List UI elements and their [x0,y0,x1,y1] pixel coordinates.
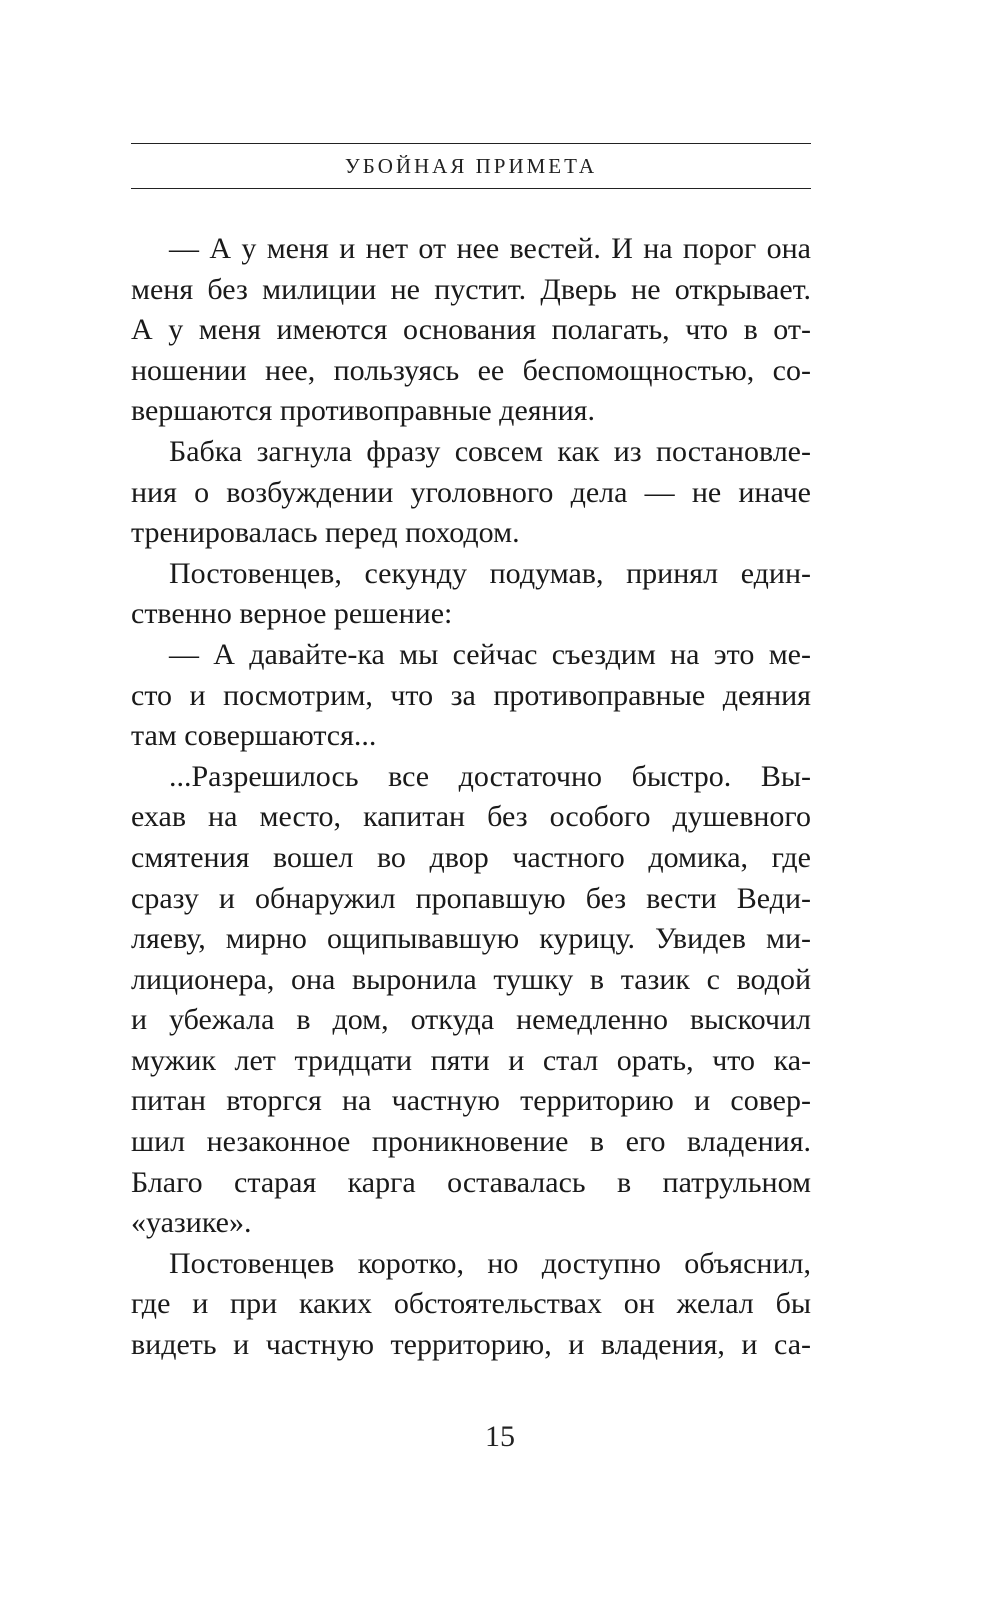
text-line: «уазике». [131,1206,252,1240]
text-line: там совершаются... [131,719,377,753]
text-line: ния о возбуждении уголовного дела — не иначе [131,475,811,509]
text-line: — А давайте-ка мы сейчас съездим на это ме- [169,637,811,671]
text-line: вершаются противоправные деяния. [131,394,595,428]
text-line: ношении нее, пользуясь ее беспомощностью, со- [131,353,811,387]
text-line: смятения вошел во двор частного домика, где [131,840,811,874]
text-line: где и при каких обстоятельствах он желал бы [131,1287,811,1321]
body-text [131,229,811,1366]
text-line: Бабка загнула фразу совсем как из постановле- [169,434,811,468]
text-line: — А у меня и нет от нее вестей. И на порог она [169,232,811,265]
text-line: видеть и частную территорию, и владения, и са- [131,1328,811,1362]
text-line: меня без милиции не пустит. Дверь не открывает. [131,272,811,306]
text-line: и убежала в дом, откуда немедленно выскочил [131,1003,811,1037]
text-line: шил незаконное проникновение в его владения. [131,1125,811,1159]
text-line: ехав на место, капитан без особого душевного [131,800,811,834]
text-line: Постовенцев, секунду подумав, принял един- [169,556,811,590]
text-line: лиционера, она выронила тушку в тазик с водой [131,962,811,996]
text-line: сразу и обнаружил пропавшую без вести Веди- [131,881,811,915]
running-head [131,143,811,189]
text-line: Постовенцев коротко, но доступно объяснил, [169,1246,811,1280]
text-line: мужик лет тридцати пяти и стал орать, что ка- [131,1043,811,1077]
text-line: А у меня имеются основания полагать, что в от- [131,313,811,347]
text-line: Благо старая карга оставалась в патрульном [131,1165,811,1199]
bottom-rule [131,188,811,189]
running-head-title: УБОЙНАЯ ПРИМЕТА [344,154,598,178]
text-line: ...Разрешилось все достаточно быстро. Вы- [169,759,811,793]
text-line: сто и посмотрим, что за противоправные деяния [131,678,811,712]
text-line: ляеву, мирно ощипывавшую курицу. Увидев ми- [131,922,811,956]
text-line: питан вторгся на частную территорию и совер- [131,1084,811,1118]
text-line: ственно верное решение: [131,597,453,631]
page-number: 15 [485,1420,515,1453]
text-line: тренировалась перед походом. [131,516,520,550]
